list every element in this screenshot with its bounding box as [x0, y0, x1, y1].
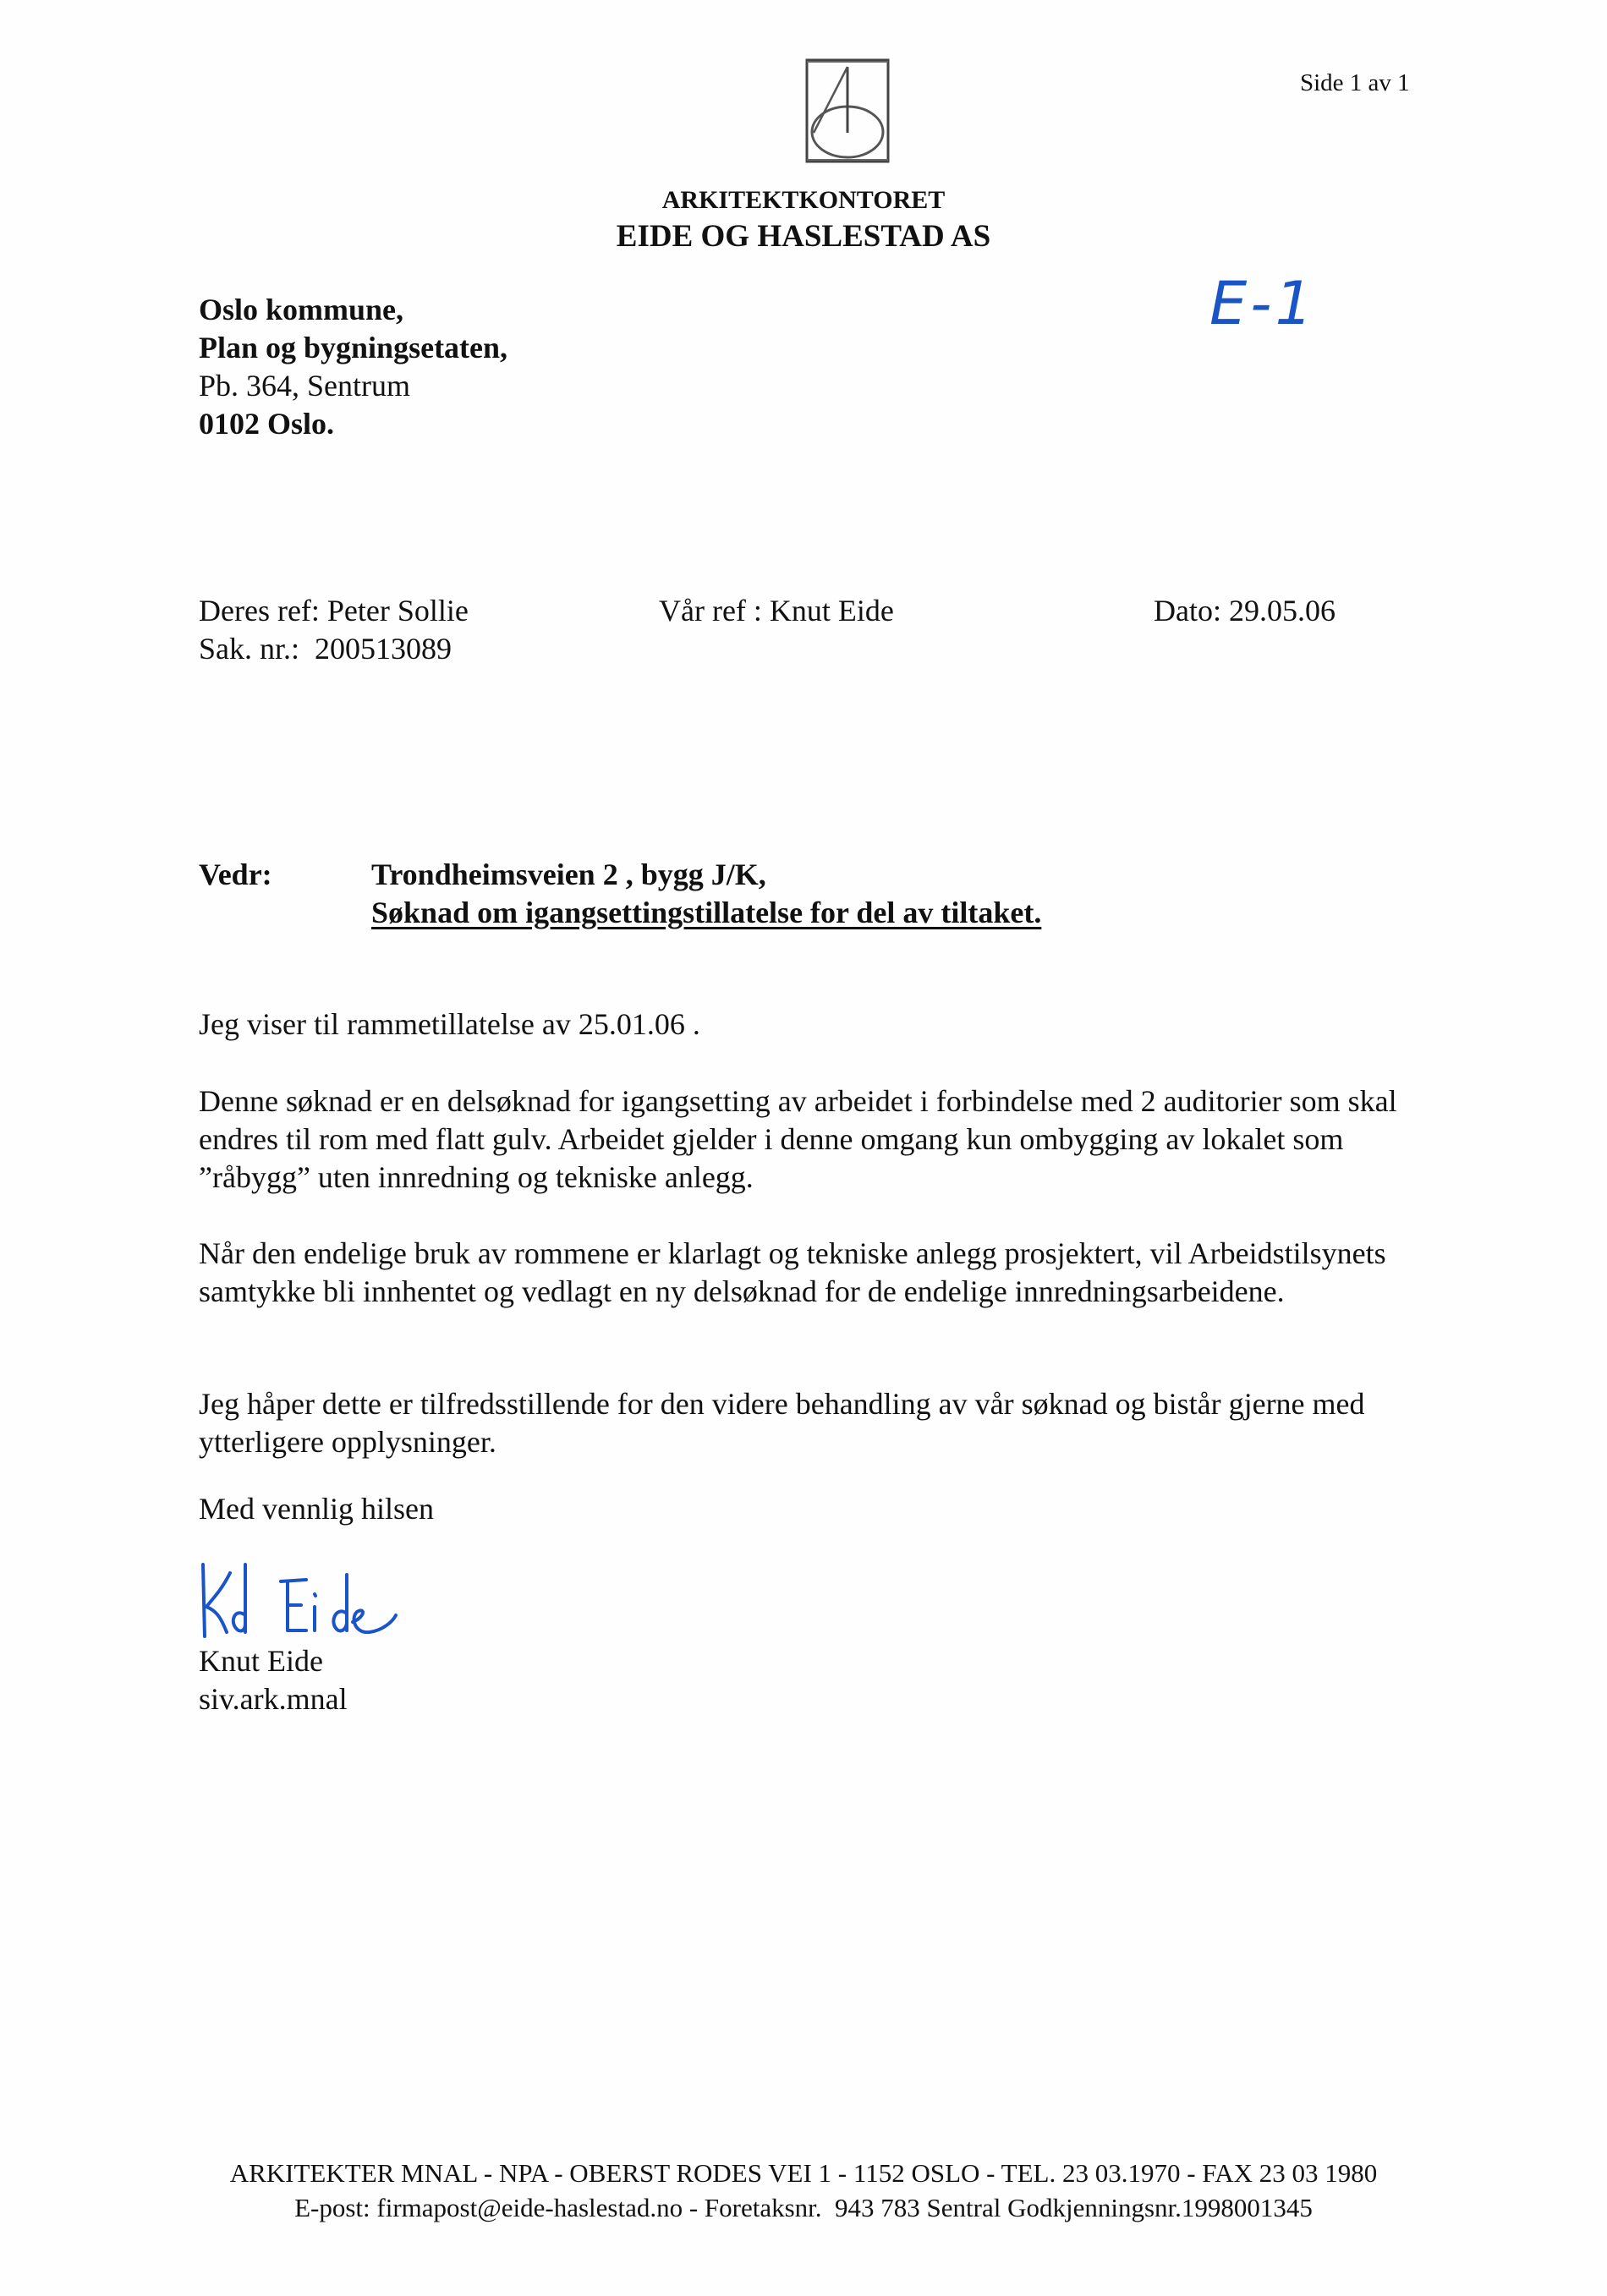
body-paragraph-3-line1: Når den endelige bruk av rommene er klarlagt og tekniske anlegg prosjektert, vil Arbeidstilsynets [199, 1236, 1386, 1270]
handwritten-mark: E-1 [1209, 269, 1317, 338]
recipient-line2: Plan og bygningsetaten, [199, 331, 508, 364]
letter-date: Dato: 29.05.06 [1154, 594, 1336, 627]
body-paragraph-2-line2: endres til rom med flatt gulv. Arbeidet gjelder i denne omgang kun ombygging av lokalet som [199, 1122, 1344, 1156]
footer-address-line: ARKITEKTER MNAL - NPA - OBERST RODES VEI 1 - 1152 OSLO - TEL. 23 03.1970 - FAX 23 03 1980 [229, 2158, 1378, 2188]
recipient-line4: 0102 Oslo. [199, 407, 335, 441]
footer-contact-line: E-post: firmapost@eide-haslestad.no - Foretaksnr. 943 783 Sentral Godkjenningsnr.1998001345 [294, 2193, 1313, 2222]
signatory-name: Knut Eide [199, 1644, 323, 1678]
page-indicator: Side 1 av 1 [1300, 69, 1410, 96]
firm-name-line1: ARKITEKTKONTORET [661, 186, 946, 214]
subject-line1: Trondheimsveien 2 , bygg J/K, [371, 858, 766, 891]
subject-line2: Søknad om igangsettingstillatelse for del av tiltaket. [371, 896, 1042, 929]
subject-label: Vedr: [199, 858, 272, 891]
signatory-title: siv.ark.mnal [199, 1682, 348, 1716]
body-paragraph-4-line1: Jeg håper dette er tilfredsstillende for den videre behandling av vår søknad og bistår gjerne med [199, 1387, 1365, 1421]
body-paragraph-3-line2: samtykke bli innhentet og vedlagt en ny delsøknad for de endelige innredningsarbeidene. [199, 1274, 1285, 1308]
body-paragraph-2-line1: Denne søknad er en delsøknad for igangsetting av arbeidet i forbindelse med 2 auditorier som skal [199, 1084, 1397, 1118]
firm-logo-icon [805, 58, 890, 163]
body-paragraph-4-line2: ytterligere opplysninger. [199, 1425, 496, 1459]
case-number: Sak. nr.: 200513089 [199, 632, 452, 666]
their-reference: Deres ref: Peter Sollie [199, 594, 469, 627]
our-reference: Vår ref : Knut Eide [659, 594, 894, 627]
firm-name-line2: EIDE OG HASLESTAD AS [616, 219, 991, 254]
handwritten-signature [196, 1556, 399, 1641]
recipient-line3: Pb. 364, Sentrum [199, 369, 411, 403]
closing-greeting: Med vennlig hilsen [199, 1492, 434, 1526]
recipient-line1: Oslo kommune, [199, 293, 404, 326]
body-paragraph-2-line3: ”råbygg” uten innredning og tekniske anlegg. [199, 1160, 754, 1194]
body-paragraph-1: Jeg viser til rammetillatelse av 25.01.06 . [199, 1007, 700, 1041]
